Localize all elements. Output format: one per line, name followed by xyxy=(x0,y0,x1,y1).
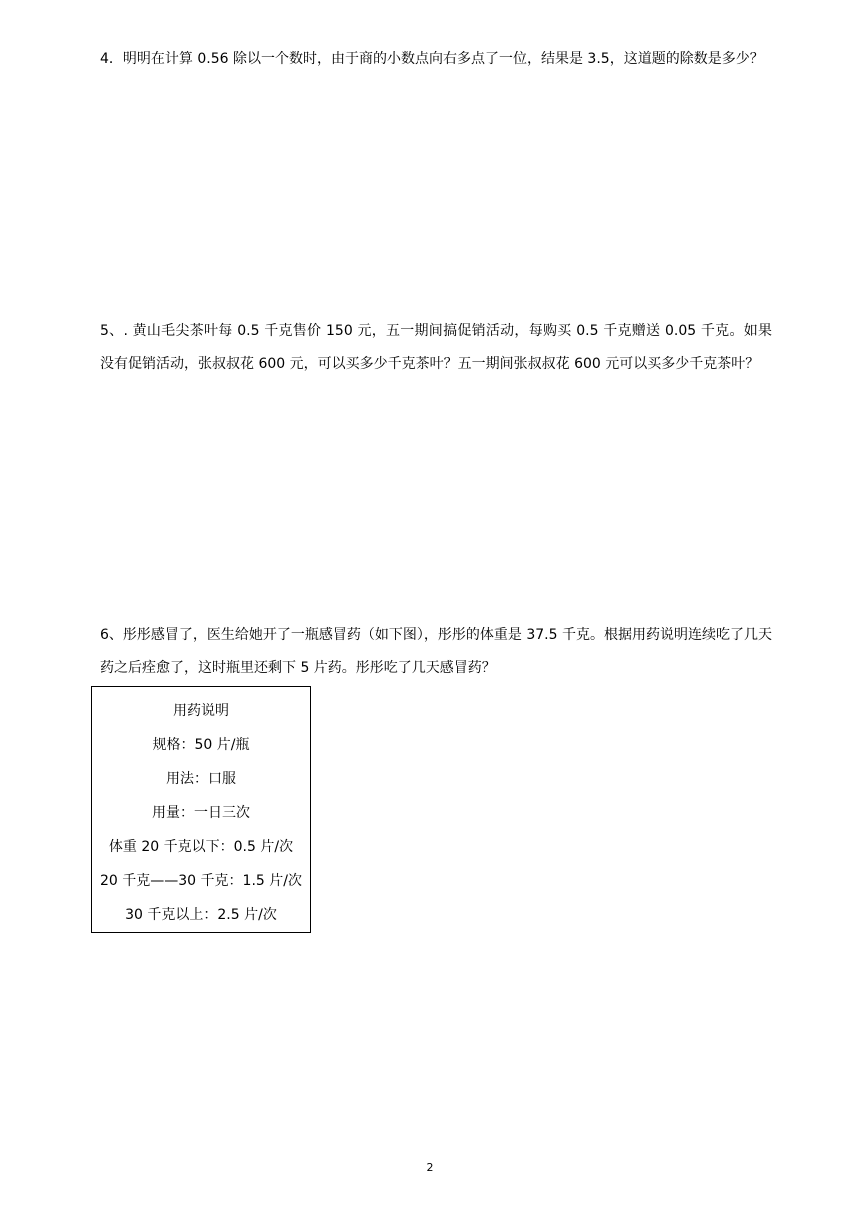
medicine-instructions-title: 用药说明 xyxy=(173,703,229,719)
medicine-dosage-frequency: 用量：一日三次 xyxy=(152,805,250,821)
page-number: 2 xyxy=(426,1161,434,1174)
medicine-dose-20-30kg: 20 千克——30 千克：1.5 片/次 xyxy=(100,873,302,889)
medicine-spec: 规格：50 片/瓶 xyxy=(152,737,250,753)
medicine-instructions-box xyxy=(91,686,311,933)
question-4: 4．明明在计算 0.56 除以一个数时，由于商的小数点向右多点了一位，结果是 3.5，这道题的除数是多少？ xyxy=(100,51,764,67)
medicine-usage: 用法：口服 xyxy=(166,771,236,787)
question-5: 5、. 黄山毛尖茶叶每 0.5 千克售价 150 元，五一期间搞促销活动，每购买 0.5 千克赠送 0.05 千克。如果没有促销活动，张叔叔花 600 元，可以买多少千克茶叶？五一期间张叔叔花 600 元可以买多少千克茶叶？ xyxy=(100,323,772,372)
medicine-dose-under-20kg: 体重 20 千克以下：0.5 片/次 xyxy=(108,839,294,855)
question-6: 6、彤彤感冒了，医生给她开了一瓶感冒药（如下图），彤彤的体重是 37.5 千克。根据用药说明连续吃了几天药之后痊愈了，这时瓶里还剩下 5 片药。彤彤吃了几天感冒药？ xyxy=(100,627,772,676)
medicine-dose-over-30kg: 30 千克以上：2.5 片/次 xyxy=(125,907,277,923)
